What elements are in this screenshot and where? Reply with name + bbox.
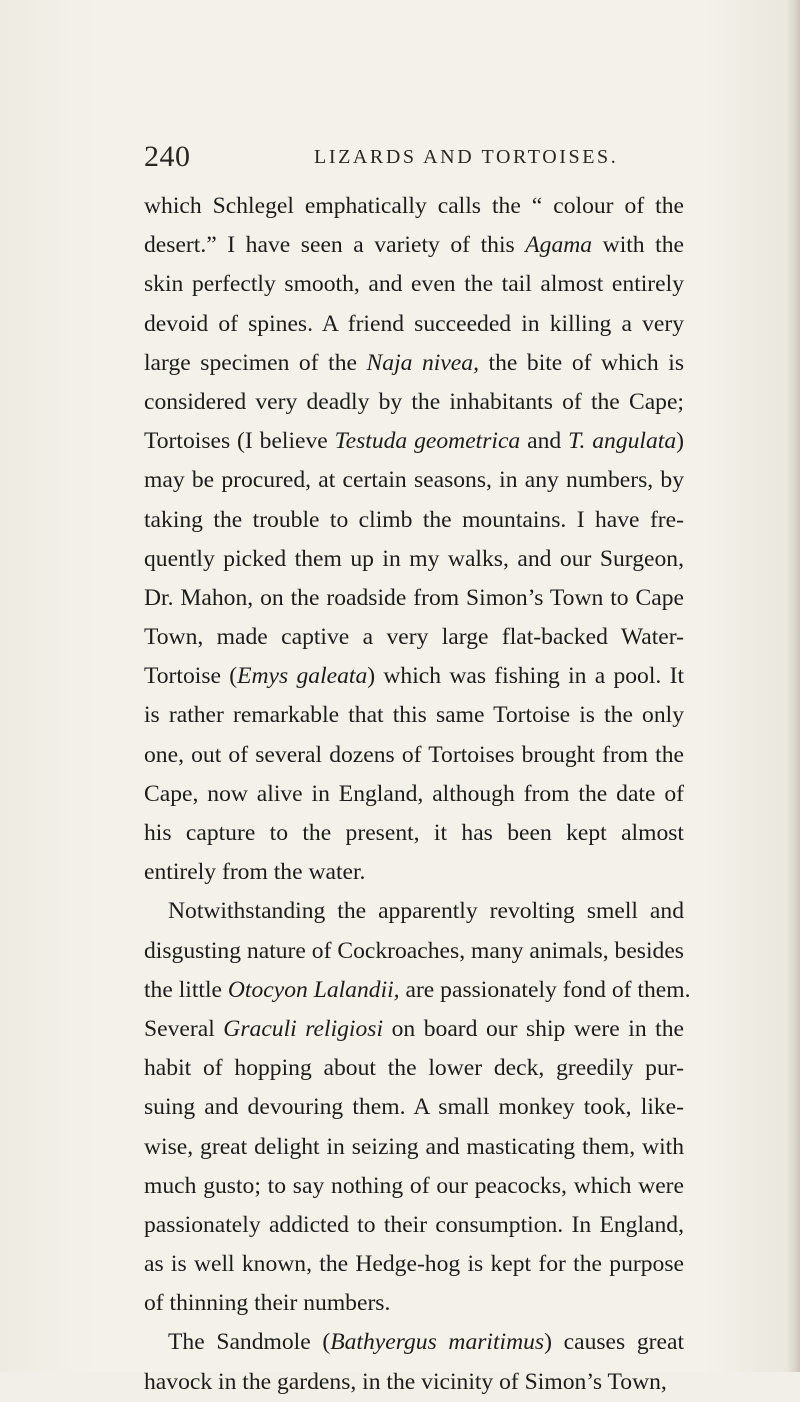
page-header [144, 140, 684, 180]
text-line [144, 344, 684, 383]
text-line [144, 1128, 684, 1167]
text-line [144, 383, 684, 422]
text-run: Notwithstanding the apparently revolting smell and [168, 898, 684, 925]
paragraph [144, 892, 691, 1323]
text-run: on board our ship were in the [383, 1015, 684, 1042]
text-run: of thinning their numbers. [144, 1290, 391, 1317]
text-line [144, 422, 684, 461]
text-line [144, 932, 684, 971]
text-line [144, 265, 684, 304]
text-run: disgusting nature of Cockroaches, many animals, besides [144, 937, 684, 964]
text-run: Several [144, 1015, 224, 1042]
text-run: Tortoise ( [144, 663, 238, 690]
text-run: skin perfectly smooth, and even the tail almost entirely [144, 271, 684, 298]
text-run: much gusto; to say nothing of our peacocks, which were [144, 1172, 684, 1199]
text-run: ) [676, 428, 684, 455]
text-run: quently picked them up in my walks, and our Surgeon, [144, 545, 684, 572]
text-line [144, 1167, 684, 1206]
text-run: and [520, 428, 569, 455]
text-line [144, 892, 684, 931]
italic-term: T. angulata [568, 428, 677, 455]
paragraph [144, 1323, 684, 1401]
text-run: the little [144, 976, 228, 1003]
text-line [144, 187, 684, 226]
text-run: devoid of spines. A friend succeeded in killing a very [144, 310, 684, 337]
text-line [144, 305, 684, 344]
text-run: habit of hopping about the lower deck, greedily pur- [144, 1055, 684, 1082]
text-run: suing and devouring them. A small monkey took, like- [144, 1094, 684, 1121]
text-run: The Sandmole ( [168, 1329, 331, 1356]
text-run: wise, great delight in seizing and masticating them, with [144, 1133, 684, 1160]
text-run: entirely from the water. [144, 859, 366, 886]
text-line [144, 696, 684, 735]
text-run: considered very deadly by the inhabitants of the Cape; [144, 388, 684, 415]
text-run: Tortoises (I believe [144, 428, 335, 455]
text-line [144, 226, 684, 265]
italic-term: Graculi religiosi [223, 1015, 384, 1042]
text-run: Dr. Mahon, on the roadside from Simon’s Town to Cape [144, 584, 684, 611]
text-line [144, 814, 684, 853]
paragraph [144, 187, 684, 892]
text-line [144, 1049, 684, 1088]
text-line [144, 461, 684, 500]
text-line [144, 736, 684, 775]
text-line [144, 1245, 684, 1284]
text-line [144, 775, 684, 814]
text-run: havock in the gardens, in the vicinity of Simon’s Town, [144, 1368, 667, 1395]
text-run: which Schlegel emphatically calls the “ colour of the [144, 193, 684, 219]
text-line [144, 540, 684, 579]
italic-term: Otocyon Lalandii, [227, 976, 400, 1003]
text-run: Cape, now alive in England, although from the date of [144, 780, 684, 807]
text-run: with the [592, 232, 684, 259]
text-run: his capture to the present, it has been kept almost [144, 820, 684, 846]
text-line [144, 1363, 684, 1402]
text-line [144, 1284, 684, 1323]
text-run: ) causes great [544, 1329, 684, 1356]
italic-term: Testuda geometrica [334, 428, 521, 455]
text-run: one, out of several dozens of Tortoises brought from the [144, 741, 684, 768]
text-run: large specimen of the [144, 349, 367, 376]
text-run: ) which was fishing in a pool. It [367, 663, 684, 690]
text-run: may be procured, at certain seasons, in any numbers, by [144, 467, 684, 494]
text-run: the bite of which is [478, 349, 684, 376]
page-number: 240 [144, 140, 191, 173]
text-line [144, 971, 691, 1010]
italic-term: Naja nivea, [366, 349, 479, 376]
text-run: as is well known, the Hedge-hog is kept for the purpose [144, 1251, 684, 1278]
text-run: are passionately fond of them. [399, 976, 691, 1003]
text-run: taking the trouble to climb the mountains. I have fre- [144, 506, 684, 533]
text-line [144, 1010, 684, 1049]
text-line [144, 579, 684, 618]
body-text [144, 187, 691, 1402]
text-line [144, 618, 684, 657]
text-line [144, 1206, 684, 1245]
text-run: passionately addicted to their consumption. In England, [144, 1211, 684, 1238]
running-title: LIZARDS AND TORTOISES. [314, 146, 619, 168]
text-run: desert.” I have seen a variety of this [144, 232, 526, 259]
text-line [144, 657, 684, 696]
italic-term: Agama [525, 232, 593, 259]
text-line [144, 501, 684, 540]
italic-term: Emys galeata [237, 663, 368, 690]
page-edge-shadow [786, 0, 800, 1372]
text-run: is rather remarkable that this same Tortoise is the only [144, 702, 684, 729]
text-line [144, 1323, 684, 1362]
italic-term: Bathyergus maritimus [330, 1329, 545, 1356]
text-run: Town, made captive a very large flat-backed Water- [144, 624, 684, 651]
text-line [144, 1088, 684, 1127]
text-line [144, 853, 684, 892]
